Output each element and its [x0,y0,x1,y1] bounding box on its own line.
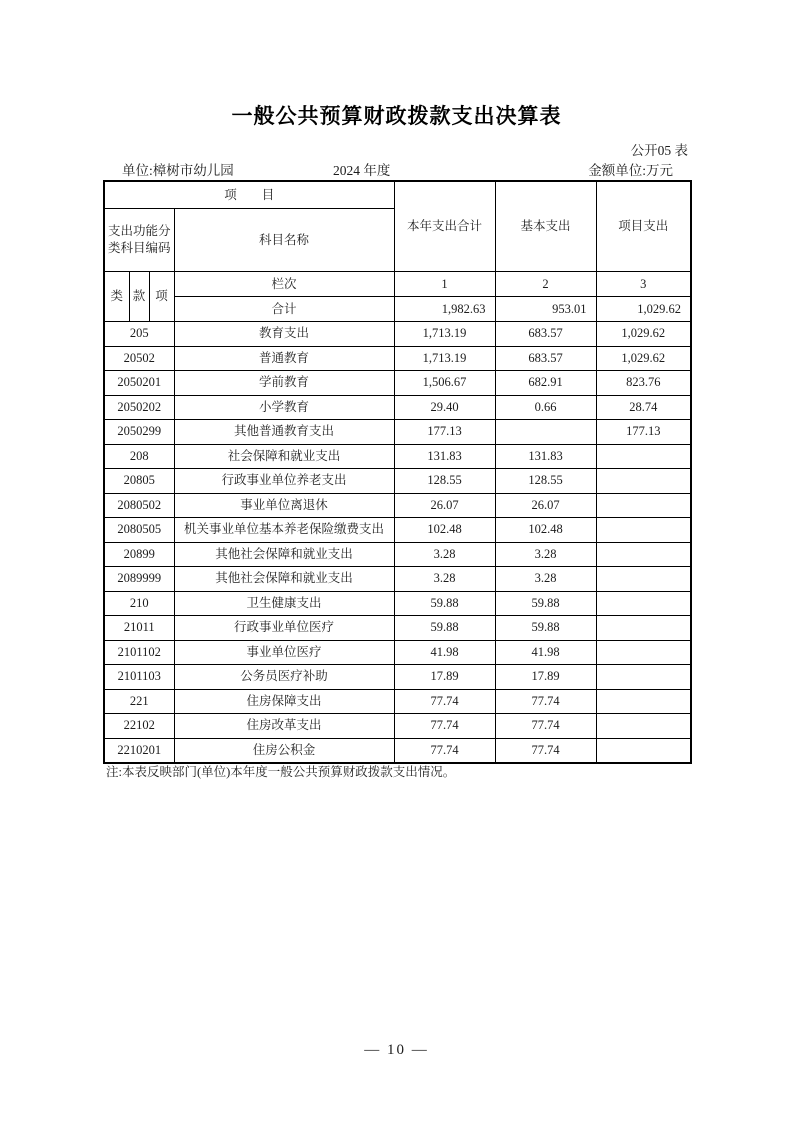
table-row [104,371,691,396]
page-title: 一般公共预算财政拨款支出决算表 [231,105,562,128]
project-header: 项 目 [104,181,394,209]
row-basic-amount: 128.55 [495,469,596,494]
row-subject-name: 卫生健康支出 [174,591,394,616]
row-code: 208 [104,444,174,469]
table-row [104,591,691,616]
row-project-amount [596,689,691,714]
page-number: — 10 — [364,1042,429,1058]
row-subject-name: 小学教育 [174,395,394,420]
col-header-project-exp: 项目支出 [596,181,691,272]
total-basic-amount: 953.01 [495,297,596,322]
row-basic-amount: 3.28 [495,567,596,592]
row-code: 2210201 [104,738,174,763]
table-row [104,518,691,543]
row-basic-amount: 3.28 [495,542,596,567]
row-subject-name: 行政事业单位养老支出 [174,469,394,494]
table-row [104,616,691,641]
row-code: 2050202 [104,395,174,420]
row-year-total: 102.48 [394,518,495,543]
row-subject-name: 住房公积金 [174,738,394,763]
table-row [104,567,691,592]
row-basic-amount: 77.74 [495,714,596,739]
row-project-amount: 1,029.62 [596,322,691,347]
row-project-amount [596,714,691,739]
total-row [104,297,691,322]
row-basic-amount: 682.91 [495,371,596,396]
row-year-total: 3.28 [394,542,495,567]
row-code: 2080502 [104,493,174,518]
row-year-total: 177.13 [394,420,495,445]
table-row [104,322,691,347]
row-code: 2101102 [104,640,174,665]
row-year-total: 77.74 [394,689,495,714]
row-year-total: 131.83 [394,444,495,469]
row-year-total: 59.88 [394,616,495,641]
row-basic-amount: 77.74 [495,689,596,714]
row-code: 22102 [104,714,174,739]
row-basic-amount: 102.48 [495,518,596,543]
row-project-amount: 1,029.62 [596,346,691,371]
row-basic-amount: 683.57 [495,346,596,371]
row-project-amount [596,665,691,690]
table-row [104,469,691,494]
column-index-3: 3 [596,272,691,297]
row-project-amount [596,591,691,616]
row-project-amount [596,567,691,592]
total-row-label: 合计 [174,297,394,322]
row-year-total: 1,506.67 [394,371,495,396]
row-basic-amount: 59.88 [495,591,596,616]
row-basic-amount: 17.89 [495,665,596,690]
row-year-total: 128.55 [394,469,495,494]
row-year-total: 59.88 [394,591,495,616]
row-code: 2089999 [104,567,174,592]
row-code: 21011 [104,616,174,641]
row-year-total: 77.74 [394,738,495,763]
row-code: 205 [104,322,174,347]
row-year-total: 26.07 [394,493,495,518]
row-code: 20899 [104,542,174,567]
row-code: 2050201 [104,371,174,396]
row-code: 210 [104,591,174,616]
row-project-amount [596,518,691,543]
row-subject-name: 机关事业单位基本养老保险缴费支出 [174,518,394,543]
col-header-basic: 基本支出 [495,181,596,272]
row-subject-name: 其他社会保障和就业支出 [174,567,394,592]
row-year-total: 17.89 [394,665,495,690]
row-project-amount [596,469,691,494]
column-index-label: 栏次 [174,272,394,297]
unit-label: 单位:樟树市幼儿园 [122,163,234,178]
row-code: 2050299 [104,420,174,445]
row-basic-amount: 131.83 [495,444,596,469]
column-index-2: 2 [495,272,596,297]
table-row [104,493,691,518]
row-year-total: 3.28 [394,567,495,592]
row-project-amount: 28.74 [596,395,691,420]
row-code: 20805 [104,469,174,494]
table-row [104,395,691,420]
table-row [104,665,691,690]
row-subject-name: 住房改革支出 [174,714,394,739]
table-row [104,420,691,445]
table-row [104,542,691,567]
row-basic-amount: 77.74 [495,738,596,763]
header-row-columns [104,272,691,297]
row-basic-amount: 0.66 [495,395,596,420]
row-subject-name: 普通教育 [174,346,394,371]
table-row [104,640,691,665]
table-note: 注:本表反映部门(单位)本年度一般公共预算财政拨款支出情况。 [106,765,456,779]
row-subject-name: 其他社会保障和就业支出 [174,542,394,567]
row-project-amount [596,640,691,665]
total-project-amount: 1,029.62 [596,297,691,322]
subject-name-header: 科目名称 [174,209,394,272]
row-project-amount [596,542,691,567]
table-meta-row [103,159,690,179]
sub-col-item: 项 [149,272,174,322]
row-subject-name: 公务员医疗补助 [174,665,394,690]
col-header-year-total: 本年支出合计 [394,181,495,272]
row-year-total: 41.98 [394,640,495,665]
row-subject-name: 事业单位离退休 [174,493,394,518]
row-subject-name: 行政事业单位医疗 [174,616,394,641]
sub-col-class: 类 [104,272,129,322]
table-row [104,444,691,469]
fiscal-year-label: 2024 年度 [333,163,391,178]
row-code: 20502 [104,346,174,371]
row-project-amount [596,616,691,641]
row-year-total: 1,713.19 [394,322,495,347]
row-project-amount: 823.76 [596,371,691,396]
row-year-total: 29.40 [394,395,495,420]
row-subject-name: 住房保障支出 [174,689,394,714]
row-subject-name: 事业单位医疗 [174,640,394,665]
total-year-amount: 1,982.63 [394,297,495,322]
table-row [104,714,691,739]
row-code: 2101103 [104,665,174,690]
expenditure-table [103,180,692,764]
row-basic-amount: 26.07 [495,493,596,518]
table-row [104,738,691,763]
row-code: 221 [104,689,174,714]
header-row-project [104,181,691,209]
row-year-total: 77.74 [394,714,495,739]
row-basic-amount: 59.88 [495,616,596,641]
table-row [104,689,691,714]
row-project-amount [596,738,691,763]
row-basic-amount: 41.98 [495,640,596,665]
row-project-amount: 177.13 [596,420,691,445]
row-project-amount [596,493,691,518]
row-year-total: 1,713.19 [394,346,495,371]
row-subject-name: 教育支出 [174,322,394,347]
column-index-1: 1 [394,272,495,297]
table-row [104,346,691,371]
table-code-label: 公开05 表 [630,143,688,158]
row-project-amount [596,444,691,469]
sub-col-section: 款 [129,272,149,322]
row-basic-amount [495,420,596,445]
row-basic-amount: 683.57 [495,322,596,347]
row-subject-name: 学前教育 [174,371,394,396]
row-subject-name: 社会保障和就业支出 [174,444,394,469]
amount-unit-label: 金额单位:万元 [588,163,673,178]
code-column-header: 支出功能分类科目编码 [104,209,174,272]
row-subject-name: 其他普通教育支出 [174,420,394,445]
row-code: 2080505 [104,518,174,543]
